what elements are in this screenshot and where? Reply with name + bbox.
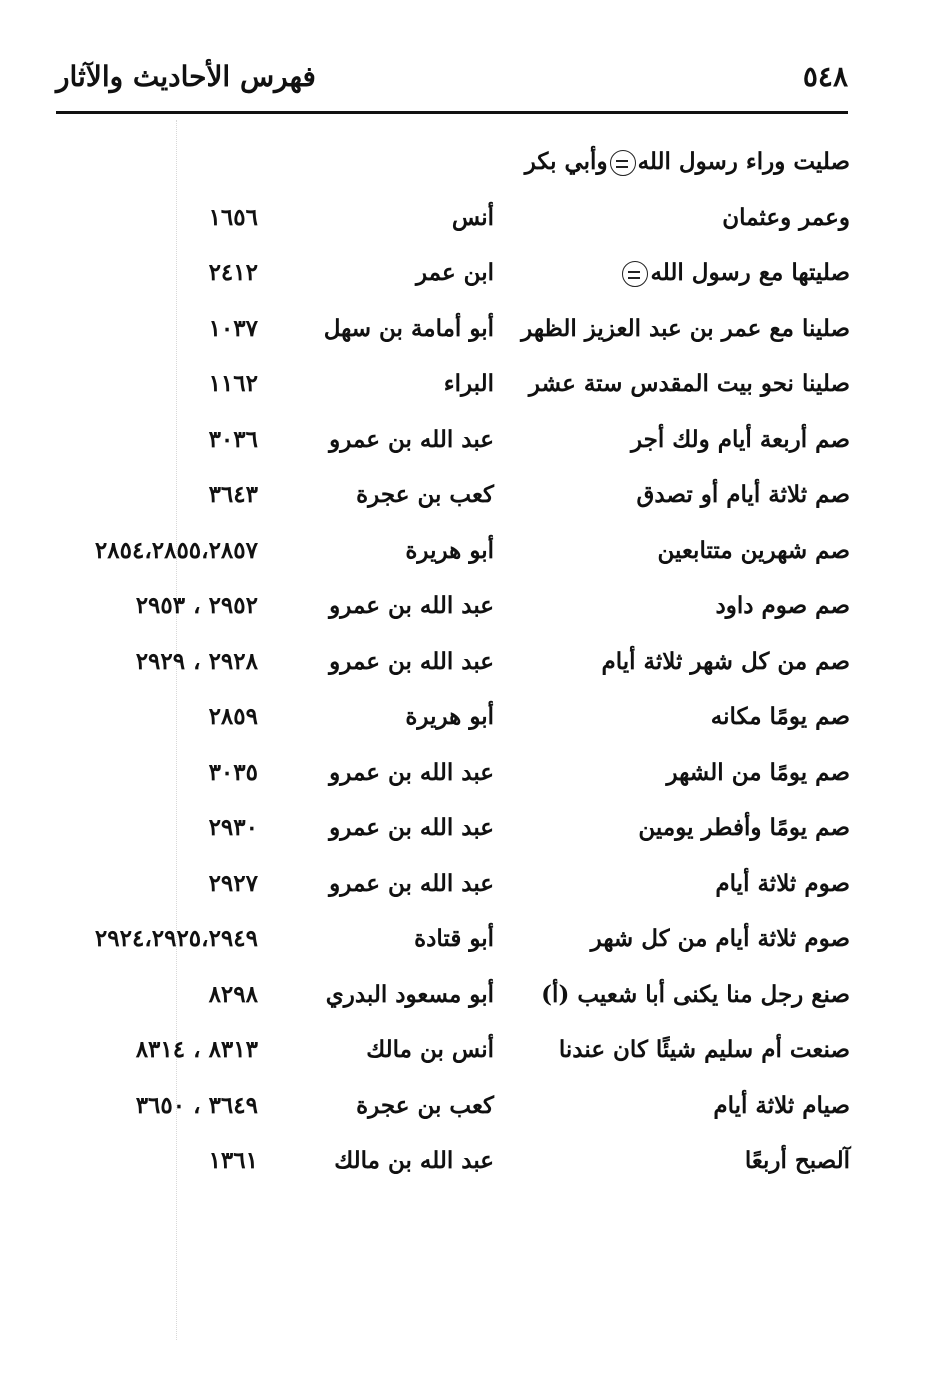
narrator: عبد الله بن عمرو xyxy=(329,814,494,841)
narrator: أبو مسعود البدري xyxy=(325,980,494,1008)
hadith-text xyxy=(521,309,850,349)
hadith-text-part: صم من كل شهر ثلاثة أيام xyxy=(601,647,850,675)
hadith-text-part: صنع رجل منا يكنى أبا شعيب (أ) xyxy=(541,980,850,1008)
hadith-text xyxy=(636,475,850,515)
reference-numbers: ٣٠٣٥ xyxy=(208,758,258,786)
hadith-text-part: صلينا مع عمر بن عبد العزيز الظهر xyxy=(521,314,850,342)
hadith-text-part: صم يومًا وأفطر يومين xyxy=(638,814,850,841)
reference-numbers: ٢٨٥٩ xyxy=(208,703,258,730)
hadith-text-part: صم يومًا من الشهر xyxy=(666,758,850,786)
index-entry xyxy=(40,634,850,690)
narrator: عبد الله بن عمرو xyxy=(329,758,494,786)
narrator: أنس بن مالك xyxy=(366,1036,494,1063)
index-entry xyxy=(40,578,850,634)
page-header xyxy=(56,58,848,102)
index-entry xyxy=(40,689,850,745)
reference-numbers: ٢٩٢٧ xyxy=(208,869,258,897)
hadith-text-part: صيام ثلاثة أيام xyxy=(713,1091,850,1119)
hadith-text xyxy=(658,531,850,571)
hadith-text xyxy=(525,142,850,182)
page-title: فهرس الأحاديث والآثار xyxy=(56,60,316,93)
hadith-text-part: آلصبح أربعًا xyxy=(744,1147,850,1174)
reference-numbers: ١٠٣٧ xyxy=(208,314,258,342)
narrator: أبو أمامة بن سهل xyxy=(323,314,494,342)
hadith-text-continuation: وأبي بكر xyxy=(524,148,608,175)
honorific-salawat-icon xyxy=(622,261,648,287)
reference-numbers: ٢٤١٢ xyxy=(208,259,258,286)
narrator: أبو قتادة xyxy=(414,925,494,952)
hadith-text xyxy=(638,808,850,848)
hadith-text xyxy=(559,1030,850,1070)
hadith-text xyxy=(541,975,850,1015)
reference-numbers: ٢٩٣٠ xyxy=(208,814,258,841)
hadith-text-part: صوم ثلاثة أيام xyxy=(715,869,850,897)
reference-numbers: ٢٩٢٨ ، ٢٩٢٩ xyxy=(135,647,258,675)
hadith-text xyxy=(722,198,850,238)
reference-numbers: ٣٠٣٦ xyxy=(208,425,258,453)
reference-numbers: ٨٣١٣ ، ٨٣١٤ xyxy=(135,1036,258,1063)
hadith-text xyxy=(715,864,850,904)
index-entry xyxy=(40,1133,850,1189)
narrator: كعب بن عجرة xyxy=(356,1091,494,1119)
hadith-text xyxy=(601,642,850,682)
hadith-text xyxy=(591,919,850,959)
hadith-text xyxy=(716,586,851,626)
narrator: أبو هريرة xyxy=(405,703,494,730)
reference-numbers: ٨٢٩٨ xyxy=(208,980,258,1008)
index-entry xyxy=(40,467,850,523)
hadith-text xyxy=(713,1086,850,1126)
reference-numbers: ٢٩٥٢ ، ٢٩٥٣ xyxy=(135,592,258,619)
hadith-text-part: صليت وراء رسول الله xyxy=(637,148,850,175)
index-entry xyxy=(40,911,850,967)
hadith-text xyxy=(711,697,850,737)
hadith-text xyxy=(631,420,850,460)
hadith-text xyxy=(745,1141,850,1181)
index-entry xyxy=(40,190,850,246)
reference-numbers: ١٦٥٦ xyxy=(208,203,258,231)
narrator: البراء xyxy=(443,370,494,397)
index-entry xyxy=(40,1078,850,1134)
reference-numbers: ٢٨٥٤،٢٨٥٥،٢٨٥٧ xyxy=(94,536,258,564)
reference-numbers: ٢٩٢٤،٢٩٢٥،٢٩٤٩ xyxy=(94,925,258,952)
index-entry xyxy=(40,856,850,912)
index-entry xyxy=(40,134,850,190)
narrator: ابن عمر xyxy=(415,259,494,286)
hadith-text-part: صنعت أم سليم شيئًا كان عندنا xyxy=(558,1036,850,1063)
page-number: ٥٤٨ xyxy=(802,60,848,93)
narrator: عبد الله بن عمرو xyxy=(329,869,494,897)
index-entry xyxy=(40,301,850,357)
index-entry xyxy=(40,800,850,856)
index-entry xyxy=(40,245,850,301)
narrator: كعب بن عجرة xyxy=(356,481,494,508)
reference-numbers: ٣٦٤٣ xyxy=(208,481,258,508)
hadith-text-part: صم ثلاثة أيام أو تصدق xyxy=(636,481,850,508)
hadith-text-part: صم صوم داود xyxy=(715,592,850,619)
narrator: عبد الله بن مالك xyxy=(334,1147,494,1174)
hadith-text xyxy=(620,253,850,293)
honorific-salawat-icon xyxy=(610,150,636,176)
narrator: أبو هريرة xyxy=(405,536,494,564)
reference-numbers: ١١٦٢ xyxy=(208,370,258,397)
hadith-text-part: صوم ثلاثة أيام من كل شهر xyxy=(590,925,850,952)
narrator: عبد الله بن عمرو xyxy=(329,592,494,619)
narrator: عبد الله بن عمرو xyxy=(329,425,494,453)
narrator: عبد الله بن عمرو xyxy=(329,647,494,675)
index-entry xyxy=(40,523,850,579)
hadith-text-part: وعمر وعثمان xyxy=(722,203,850,231)
index-entry xyxy=(40,356,850,412)
index-entry xyxy=(40,967,850,1023)
hadith-text-part: صم يومًا مكانه xyxy=(710,703,850,730)
hadith-text-part: صم شهرين متتابعين xyxy=(657,536,850,564)
hadith-text-part: صليتها مع رسول الله xyxy=(650,259,850,286)
narrator: أنس xyxy=(451,203,494,231)
hadith-text-part: صم أربعة أيام ولك أجر xyxy=(630,425,850,453)
index-entry xyxy=(40,1022,850,1078)
hadith-index-list xyxy=(40,134,850,1189)
index-entry xyxy=(40,745,850,801)
hadith-text xyxy=(529,364,850,404)
header-rule xyxy=(56,111,848,114)
hadith-text-part: صلينا نحو بيت المقدس ستة عشر xyxy=(528,370,850,397)
reference-numbers: ١٣٦١ xyxy=(208,1147,258,1174)
hadith-text xyxy=(666,753,850,793)
reference-numbers: ٣٦٤٩ ، ٣٦٥٠ xyxy=(135,1091,258,1119)
index-entry xyxy=(40,412,850,468)
